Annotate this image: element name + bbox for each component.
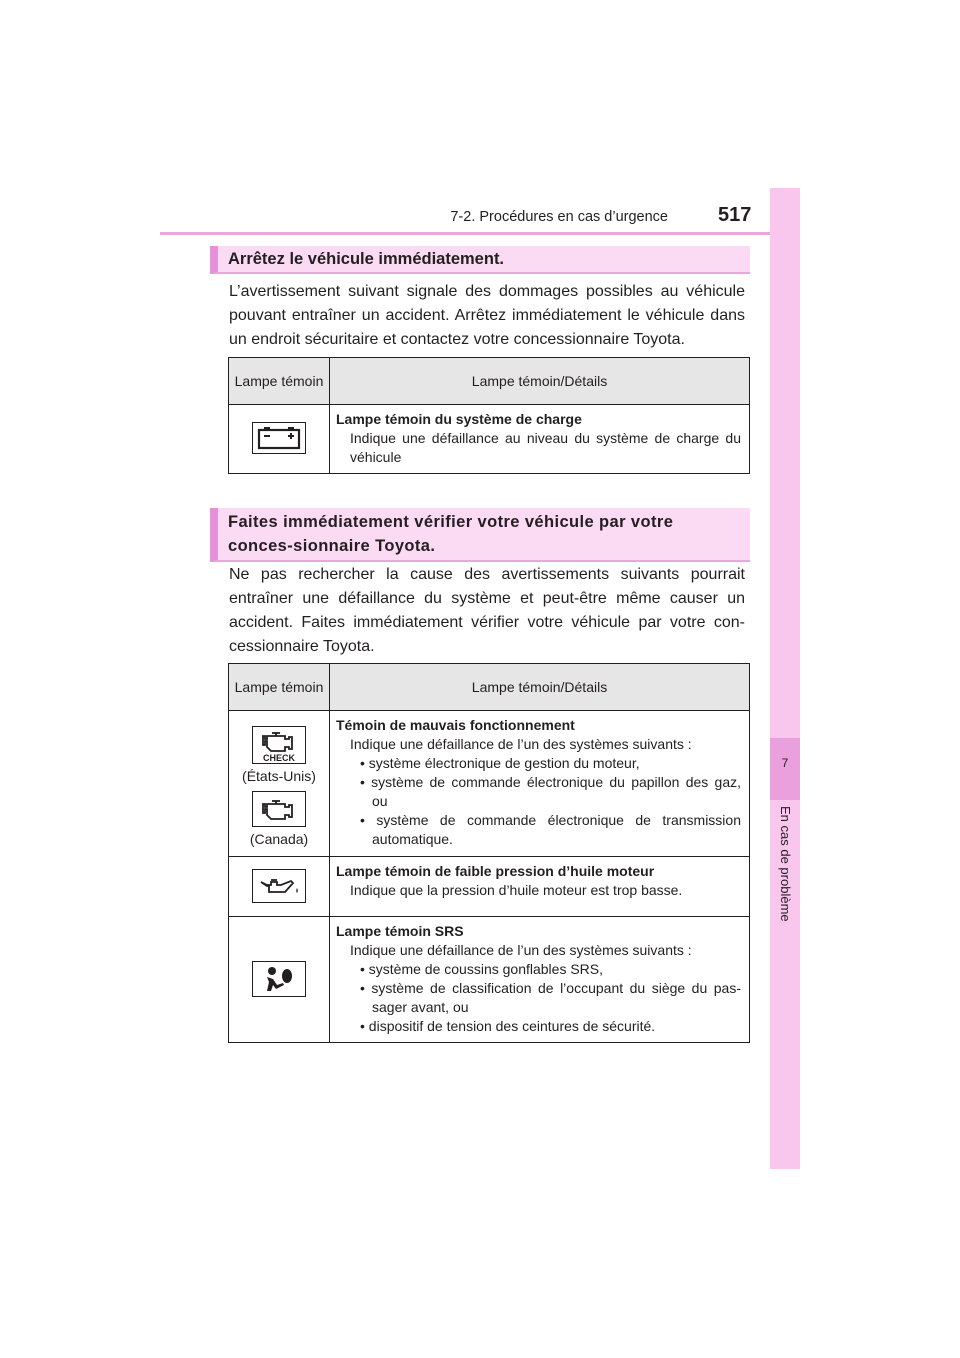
lamp-bullet: • système de commande électronique de transmission automatique. [360, 812, 741, 847]
lamp-details-cell [330, 711, 750, 857]
table-header-row [229, 358, 750, 405]
lamp-title: Lampe témoin du système de charge [336, 411, 582, 427]
running-header-section: 7-2. Procédures en cas d’urgence [450, 209, 668, 225]
lamp-bullet: • système de coussins gonflables SRS, [360, 961, 604, 977]
chapter-title: En cas de problème [778, 806, 793, 922]
lamp-description: Indique une défaillance de l’un des systèmes suivants : [350, 736, 692, 752]
check-engine-icon [252, 726, 306, 764]
section-heading-stop-vehicle: Arrêtez le véhicule immédiatement. [210, 246, 750, 274]
lamp-icon-cell [229, 857, 330, 917]
section-body-stop-vehicle: L’avertissement suivant signale des dommages possibles au véhicule pouvant entraîner un accident. Arrêtez immédiatement le véhicule dans un endroit sécuritaire et contactez votre concessionnaire Toyota. [229, 283, 745, 348]
lamp-title: Lampe témoin SRS [336, 923, 464, 939]
airbag-icon [252, 961, 306, 997]
oil-can-icon [252, 869, 306, 903]
chapter-number-box [770, 738, 800, 800]
lamp-bullet: • système de classification de l’occupant du siège du pas-sager avant, ou [360, 980, 741, 1015]
lamp-bullet: • système électronique de gestion du moteur, [360, 755, 640, 771]
col-header-details: Lampe témoin/Détails [330, 358, 750, 405]
lamp-caption-canada: (Canada) [249, 831, 309, 847]
lamp-details-cell [330, 917, 750, 1043]
col-header-lamp: Lampe témoin [229, 664, 330, 711]
table-row [229, 405, 750, 474]
lamp-title: Lampe témoin de faible pression d’huile moteur [336, 863, 655, 879]
lamp-details-cell [330, 857, 750, 917]
chapter-number: 7 [781, 756, 789, 770]
header-rule [160, 232, 798, 235]
lamp-details-cell [330, 405, 750, 474]
warning-lamp-table-2 [228, 663, 750, 1043]
svg-text:CHECK: CHECK [262, 753, 296, 763]
engine-icon [252, 791, 306, 827]
table-row [229, 917, 750, 1043]
col-header-lamp: Lampe témoin [229, 358, 330, 405]
table-header-row [229, 664, 750, 711]
table-row [229, 711, 750, 857]
section-heading-check-vehicle: Faites immédiatement vérifier votre véhicule par votre conces-sionnaire Toyota. [210, 508, 750, 562]
battery-icon [252, 422, 306, 454]
lamp-icon-cell [229, 711, 330, 857]
lamp-bullet: • système de commande électronique du papillon des gaz, ou [360, 774, 741, 809]
lamp-description: Indique une défaillance au niveau du système de charge du véhicule [350, 430, 741, 465]
lamp-icon-cell [229, 917, 330, 1043]
table-row [229, 857, 750, 917]
chapter-side-tab [770, 188, 800, 1169]
warning-lamp-table-1 [228, 357, 750, 474]
lamp-bullet: • dispositif de tension des ceintures de sécurité. [360, 1018, 656, 1034]
lamp-icon-cell [229, 405, 330, 474]
section-body-check-vehicle: Ne pas rechercher la cause des avertissements suivants pourrait entraîner une défaillance du système et peut-être même causer un accident. Faites immédiatement vérifier votre véhicule par votre con-cessionnaire Toyota. [229, 566, 745, 655]
page-number: 517 [718, 204, 752, 226]
col-header-details: Lampe témoin/Détails [330, 664, 750, 711]
lamp-description: Indique que la pression d’huile moteur est trop basse. [350, 882, 683, 898]
lamp-caption-us: (États-Unis) [242, 768, 316, 784]
lamp-title: Témoin de mauvais fonctionnement [336, 717, 575, 733]
lamp-description: Indique une défaillance de l’un des systèmes suivants : [350, 942, 692, 958]
